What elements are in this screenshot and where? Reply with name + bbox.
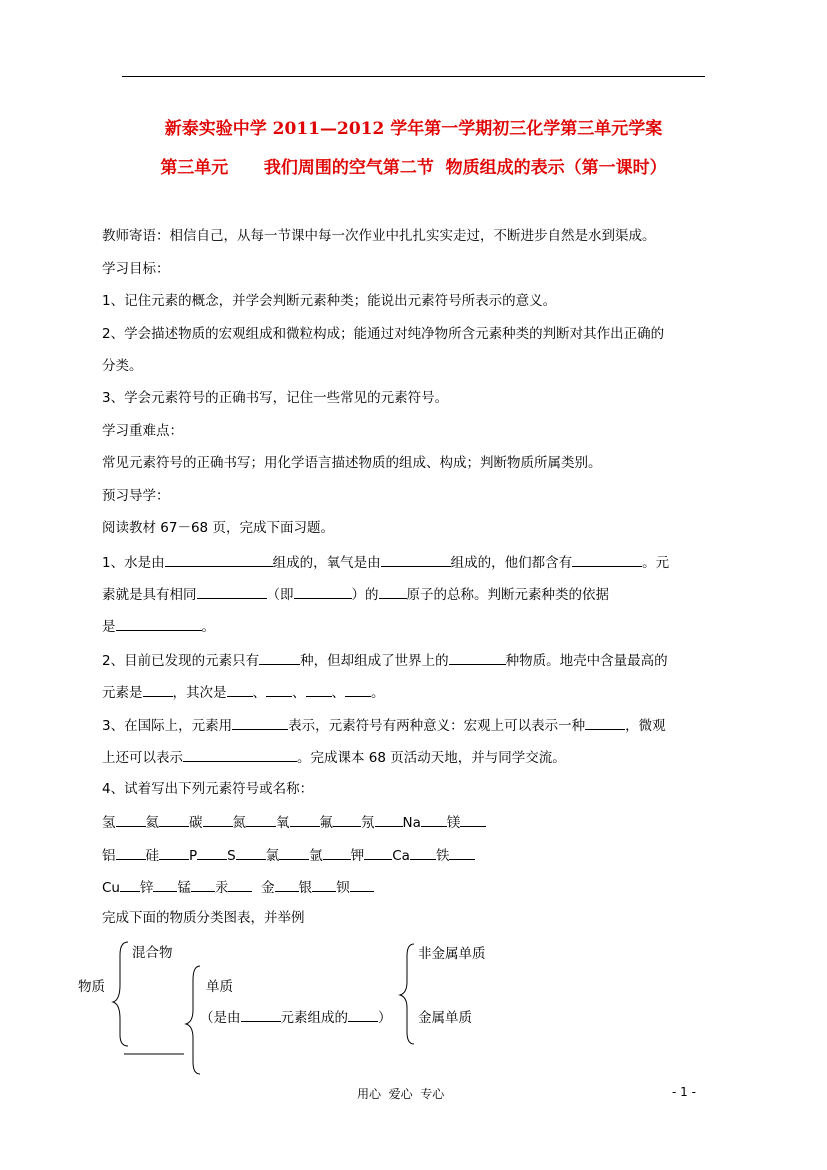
element-label: 氮 [232, 815, 246, 831]
tree-element: 单质 [206, 979, 233, 995]
blank[interactable] [348, 1007, 378, 1022]
element-label: 铁 [435, 848, 450, 864]
teacher-motto: 教师寄语：相信自己，从每一节课中每一次作业中扎扎实实走过，不断进步自然是水到渠成。 [102, 228, 656, 244]
question-3-line2: 上还可以表示 。完成课本 68 页活动天地，并与同学交流。 [102, 747, 566, 767]
blank[interactable] [165, 552, 273, 567]
blank[interactable] [572, 552, 642, 567]
blank[interactable] [246, 812, 276, 827]
element-row-3 [102, 877, 374, 897]
question-1-line1: 1、水是由 组成的，氧气是由 组成的，他们都含有 。元 [102, 552, 669, 572]
blank[interactable] [197, 584, 267, 599]
element-label: 碳 [189, 815, 203, 831]
blank[interactable] [312, 877, 336, 892]
question-3-line1: 3、在国际上，元素用 表示，元素符号有两种意义：宏观上可以表示一种 ，微观 [102, 715, 666, 735]
goal-2: 2、学会描述物质的宏观组成和微粒构成；能通过对纯净物所含元素种类的判断对其作出正确的 [102, 326, 665, 342]
question-4: 4、试着写出下列元素符号或名称： [102, 781, 314, 797]
page-number: - 1 - [672, 1085, 696, 1099]
blank[interactable] [350, 877, 374, 892]
blank[interactable] [116, 616, 202, 631]
element-label: 锰 [177, 880, 191, 896]
goals-heading: 学习目标： [102, 261, 170, 277]
blank[interactable] [197, 845, 227, 860]
blank[interactable] [449, 650, 506, 665]
blank[interactable] [460, 812, 486, 827]
tree-root: 物质 [78, 979, 105, 995]
blank[interactable] [375, 812, 403, 827]
blank[interactable] [143, 682, 173, 697]
element-label: 氩 [309, 848, 323, 864]
element-label: 锌 [139, 880, 154, 896]
key-text: 常见元素符号的正确书写；用化学语言描述物质的组成、构成；判断物质所属类别。 [102, 455, 602, 471]
blank[interactable] [323, 845, 351, 860]
preview-heading: 预习导学： [102, 488, 170, 504]
question-2-line2: 元素是 ，其次是 、 、 、 。 [102, 682, 385, 702]
blank[interactable] [159, 812, 189, 827]
document-title: 新泰实验中学 2011—2012 学年第一学期初三化学第三单元学案 [164, 119, 663, 139]
goal-1: 1、记住元素的概念，并学会判断元素种类；能说出元素符号所表示的意义。 [102, 293, 557, 309]
blank[interactable] [449, 845, 475, 860]
element-row-2 [102, 845, 475, 865]
read-instruction: 阅读教材 67－68 页，完成下面习题。 [102, 520, 334, 536]
element-label: 氟 [319, 815, 333, 831]
element-label: 钾 [350, 848, 365, 864]
blank[interactable] [364, 845, 392, 860]
question-2-line1: 2、目前已发现的元素只有 种，但却组成了世界上的 种物质。地壳中含量最高的 [102, 650, 668, 670]
blank[interactable] [275, 877, 299, 892]
tree-mixture: 混合物 [132, 945, 173, 961]
blank[interactable] [159, 845, 189, 860]
blank[interactable] [191, 877, 215, 892]
element-label: 银 [298, 880, 313, 896]
element-label: Na [402, 815, 421, 831]
blank[interactable] [153, 877, 177, 892]
tree-nonmetal: 非金属单质 [418, 946, 486, 962]
blank[interactable] [345, 682, 371, 697]
key-heading: 学习重难点： [102, 423, 183, 439]
blank[interactable] [290, 812, 320, 827]
blank[interactable] [228, 877, 252, 892]
blank[interactable] [381, 552, 451, 567]
blank[interactable] [241, 1007, 281, 1022]
blank[interactable] [227, 682, 253, 697]
element-label: 氧 [276, 815, 290, 831]
tree-element-definition: （是由 元素组成的 ） [200, 1006, 392, 1026]
element-label: 氖 [361, 815, 375, 831]
element-label: Cu [102, 880, 120, 896]
element-row-1 [102, 812, 486, 832]
blank[interactable] [306, 682, 332, 697]
element-label: 汞 [214, 880, 229, 896]
blank[interactable] [266, 682, 292, 697]
question-1-line2: 素就是具有相同 （即 ）的 原子的总称。判断元素种类的依据 [102, 584, 609, 604]
blank[interactable] [410, 845, 436, 860]
element-label: Ca [392, 848, 410, 864]
goal-3: 3、学会元素符号的正确书写，记住一些常见的元素符号。 [102, 390, 449, 406]
element-label: 氢 [102, 815, 116, 831]
blank[interactable] [183, 747, 297, 762]
goal-2-cont: 分类。 [102, 358, 143, 374]
blank[interactable] [120, 877, 140, 892]
classification-instruction: 完成下面的物质分类图表，并举例 [102, 910, 305, 926]
element-label: 铝 [102, 848, 116, 864]
blank[interactable] [421, 812, 447, 827]
blank[interactable] [585, 715, 625, 730]
classification-braces [0, 930, 827, 1080]
element-label: P [189, 848, 198, 864]
element-label: 硅 [145, 848, 159, 864]
element-label: 金 [261, 880, 275, 896]
document-subtitle: 第三单元 我们周围的空气第二节 物质组成的表示（第一课时） [160, 158, 667, 178]
blank[interactable] [379, 584, 407, 599]
question-1-line3: 是 。 [102, 616, 215, 636]
element-label: 氯 [265, 848, 280, 864]
blank[interactable] [259, 650, 300, 665]
blank[interactable] [116, 812, 146, 827]
blank[interactable] [232, 715, 288, 730]
blank[interactable] [203, 812, 233, 827]
tree-metal: 金属单质 [418, 1010, 472, 1026]
header-rule [122, 76, 705, 77]
element-label: S [227, 848, 236, 864]
element-label: 氦 [145, 815, 159, 831]
element-label: 镁 [446, 815, 461, 831]
blank[interactable] [294, 584, 352, 599]
blank[interactable] [333, 812, 361, 827]
blank[interactable] [279, 845, 309, 860]
blank[interactable] [116, 845, 146, 860]
element-label: 钡 [336, 880, 350, 896]
footer-motto: 用心 爱心 专心 [357, 1087, 445, 1101]
blank[interactable] [236, 845, 266, 860]
